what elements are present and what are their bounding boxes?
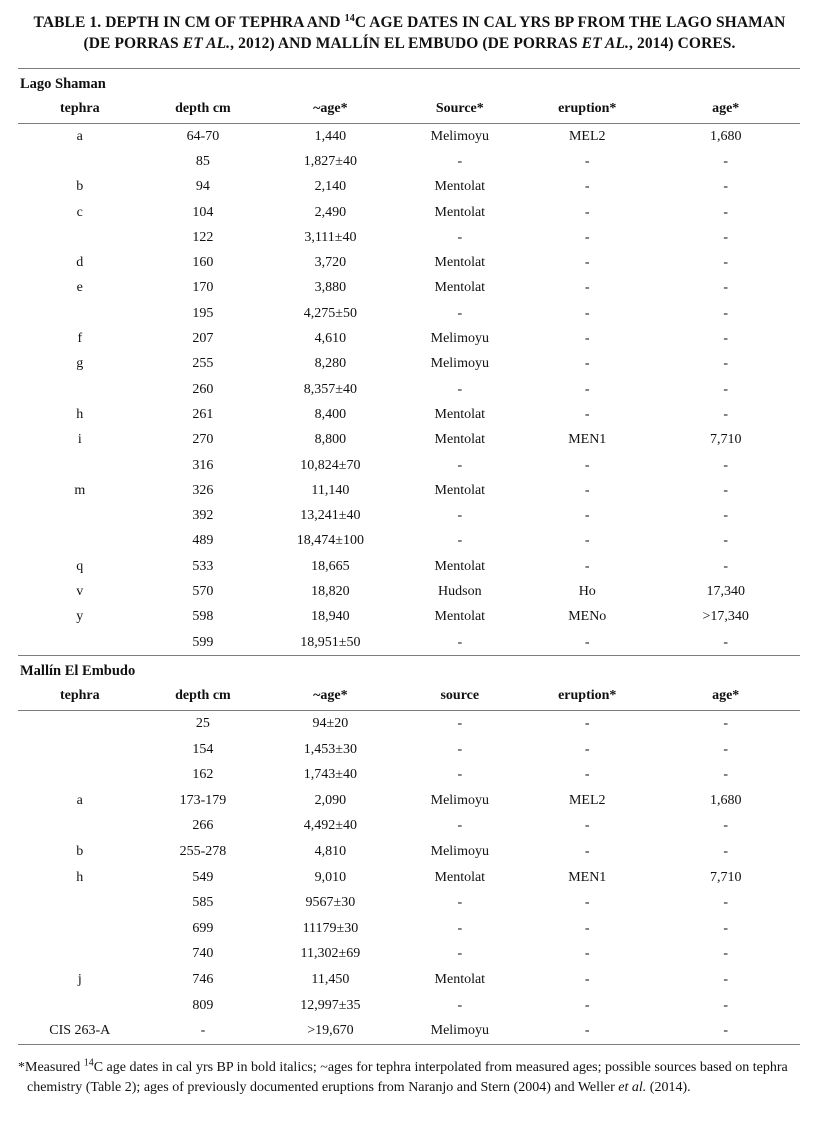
table-cell: -	[457, 305, 463, 321]
table-cell: -	[584, 179, 590, 195]
table-cell: 11,450	[311, 971, 350, 987]
table-cell: 266	[192, 818, 214, 834]
table-cell: -	[457, 381, 463, 397]
table-cell: -	[584, 558, 590, 574]
table-row	[18, 124, 800, 150]
table-cell: -	[457, 920, 463, 936]
table-cell: 8,400	[314, 406, 347, 422]
table-cell: -	[723, 482, 729, 498]
table-cell: 261	[192, 406, 214, 422]
table-cell: -	[723, 844, 729, 859]
table-cell: -	[457, 533, 463, 549]
table-cell: -	[584, 895, 590, 911]
table-cell: -	[584, 533, 590, 549]
table-cell: 18,474±100	[296, 533, 364, 549]
table-cell: -	[584, 971, 590, 987]
table-cell	[18, 225, 142, 250]
table-cell: 207	[192, 331, 214, 347]
table-cell: -	[723, 558, 729, 574]
table-cell: 94	[195, 179, 210, 195]
table-cell: -	[723, 920, 729, 936]
table-row	[18, 200, 800, 225]
table-cell: -	[457, 716, 463, 732]
table-cell: 2,140	[314, 179, 347, 195]
table-cell: 255	[192, 356, 214, 372]
table-cell: 1,827±40	[303, 153, 357, 169]
table-cell: 18,940	[311, 609, 350, 625]
table-cell: 3,880	[314, 280, 347, 296]
table-cell: Mentolat	[434, 558, 486, 574]
table-row	[18, 942, 800, 968]
table-cell: -	[723, 818, 729, 834]
table-cell: -	[723, 255, 729, 271]
table-cell: -	[457, 767, 463, 783]
table-cell: 17,340	[706, 583, 745, 599]
table-cell: 326	[192, 482, 214, 498]
table-cell: 8,800	[314, 432, 347, 448]
table-cell: -	[457, 229, 463, 245]
table-cell: 122	[192, 229, 214, 245]
table-cell: 549	[192, 869, 214, 885]
table-row	[18, 225, 800, 250]
lago-shaman-table-header	[18, 95, 800, 124]
table-row	[18, 788, 800, 814]
column-header: depth cm	[142, 682, 265, 711]
table-row	[18, 865, 800, 891]
table-cell	[18, 149, 142, 174]
table-cell: Mentolat	[434, 280, 486, 296]
table-row	[18, 814, 800, 840]
table-cell: 160	[192, 255, 214, 271]
table-cell: -	[584, 229, 590, 245]
table-cell: 7,710	[709, 432, 742, 448]
table-cell: 1,743±40	[303, 767, 357, 783]
table-cell: 1,440	[314, 128, 347, 144]
table-container	[18, 68, 800, 1045]
table-cell: -	[457, 741, 463, 757]
table-row	[18, 916, 800, 942]
column-header: eruption*	[523, 682, 651, 711]
table-cell: 4,275±50	[303, 305, 357, 321]
table-cell: -	[584, 997, 590, 1013]
table-cell: -	[723, 971, 729, 987]
table-row	[18, 453, 800, 478]
table-cell: 18,820	[311, 583, 350, 599]
table-row	[18, 149, 800, 174]
table-cell: 170	[192, 280, 214, 296]
table-cell: -	[723, 634, 729, 650]
table-cell: -	[723, 280, 729, 296]
table-cell: Hudson	[438, 583, 482, 599]
table-cell: 94±20	[312, 716, 349, 732]
column-header: source	[396, 682, 523, 711]
table-cell	[18, 529, 142, 554]
table-row	[18, 737, 800, 763]
column-header: ~age*	[264, 682, 396, 711]
table-cell: i	[77, 432, 82, 448]
table-cell: Mentolat	[434, 971, 486, 987]
table-cell: -	[584, 482, 590, 498]
table-cell: -	[723, 305, 729, 321]
table-cell: Mentolat	[434, 406, 486, 422]
table-cell: Mentolat	[434, 204, 486, 220]
table-cell: -	[457, 997, 463, 1013]
column-header: tephra	[18, 95, 142, 124]
table-cell	[18, 890, 142, 916]
table-cell: -	[584, 818, 590, 834]
table-cell: 599	[192, 634, 214, 650]
title-etal-2: ET AL.	[581, 35, 630, 52]
table-cell: 11,302±69	[300, 946, 361, 962]
table-cell: -	[457, 457, 463, 473]
table-row	[18, 276, 800, 301]
table-cell: 4,610	[314, 331, 347, 347]
table-cell: 162	[192, 767, 214, 783]
table-cell: Mentolat	[434, 482, 486, 498]
column-header: age*	[651, 682, 800, 711]
table-cell: -	[723, 508, 729, 524]
table-cell: -	[584, 767, 590, 783]
title-text-mid: C AGE DATES IN CAL YRS BP FROM THE LAGO SHAMAN (DE PORRAS	[83, 14, 786, 52]
table-row	[18, 301, 800, 326]
table-cell: 2,490	[314, 204, 347, 220]
table-cell: b	[76, 179, 84, 195]
table-cell: 1,680	[709, 792, 742, 808]
table-cell: 4,810	[314, 844, 347, 859]
table-cell: -	[584, 280, 590, 296]
table-cell: Mentolat	[434, 432, 486, 448]
table-cell: 13,241±40	[300, 508, 361, 524]
table-row	[18, 529, 800, 554]
column-header: eruption*	[523, 95, 651, 124]
table-cell: Mentolat	[434, 609, 486, 625]
table-cell: 489	[192, 533, 214, 549]
footnote-etal: et al.	[618, 1080, 647, 1096]
table-cell: -	[723, 179, 729, 195]
section-label-lago-shaman: Lago Shaman	[20, 76, 106, 92]
title-text-pre: TABLE 1. DEPTH IN CM OF TEPHRA AND	[33, 14, 345, 31]
table-cell: 4,492±40	[303, 818, 357, 834]
section-label-mallin-el-embudo: Mallín El Embudo	[20, 663, 136, 680]
table-cell: 25	[195, 716, 210, 732]
table-cell: -	[584, 1023, 590, 1039]
table-cell: 104	[192, 204, 214, 220]
table-row	[18, 890, 800, 916]
table-cell: MEL2	[568, 128, 606, 144]
table-cell: 8,280	[314, 356, 347, 372]
table-cell: -	[584, 331, 590, 347]
footnote-text-mid: C age dates in cal yrs BP in bold italics; ~ages for tephra interpolated from measured ages; possible sources based on tephra chemistry (Table 2); ages of previously documented eruptions from Naranjo and Stern (2004) and Weller	[27, 1059, 788, 1096]
table-cell: -	[584, 381, 590, 397]
table-cell: -	[723, 457, 729, 473]
table-cell: -	[723, 741, 729, 757]
table-row	[18, 1018, 800, 1044]
table-cell: 809	[192, 997, 214, 1013]
table-cell: -	[723, 229, 729, 245]
table-cell	[18, 301, 142, 326]
table-cell: -	[723, 356, 729, 372]
mallin-el-embudo-table-header	[18, 682, 800, 711]
table-cell: 10,824±70	[300, 457, 361, 473]
table-cell: -	[584, 255, 590, 271]
table-cell: a	[76, 792, 83, 808]
table-cell: d	[76, 255, 84, 271]
table-row	[18, 993, 800, 1019]
table-row	[18, 554, 800, 579]
table-cell: 18,665	[311, 558, 350, 574]
footnote-text-end: (2014).	[646, 1080, 691, 1096]
table-cell: 11,140	[311, 482, 350, 498]
table-row	[18, 503, 800, 528]
table-cell: 9567±30	[305, 895, 356, 911]
table-cell: 11179±30	[302, 920, 359, 936]
table-cell: 85	[195, 153, 210, 169]
table-cell: 1,680	[709, 128, 742, 144]
table-cell: Melimoyu	[430, 1023, 489, 1039]
table-cell	[18, 993, 142, 1019]
table-cell: 260	[192, 381, 214, 397]
table-cell: 255-278	[179, 844, 227, 859]
table-cell: 1,453±30	[303, 741, 357, 757]
table-cell	[18, 942, 142, 968]
table-cell: -	[723, 533, 729, 549]
table-row	[18, 175, 800, 200]
table-cell	[18, 916, 142, 942]
table-cell: -	[723, 716, 729, 732]
table-cell: 12,997±35	[300, 997, 361, 1013]
table-cell: 3,720	[314, 255, 347, 271]
table-cell	[18, 814, 142, 840]
lago-shaman-table	[18, 95, 800, 656]
table-cell: -	[584, 508, 590, 524]
table-cell: -	[584, 716, 590, 732]
column-header: age*	[651, 95, 800, 124]
table-row	[18, 428, 800, 453]
mallin-el-embudo-table-body	[18, 711, 800, 1045]
table-cell: Melimoyu	[430, 128, 489, 144]
table-row	[18, 839, 800, 865]
table-row	[18, 711, 800, 737]
title-etal-1: ET AL.	[182, 35, 231, 52]
table-cell: -	[723, 997, 729, 1013]
table-cell: 316	[192, 457, 214, 473]
table-cell: MEN1	[568, 432, 607, 448]
table-cell: 173-179	[179, 792, 227, 808]
table-cell: -	[584, 305, 590, 321]
table-cell: 598	[192, 609, 214, 625]
table-cell: -	[457, 634, 463, 650]
table-cell: Mentolat	[434, 179, 486, 195]
table-cell: 7,710	[709, 869, 742, 885]
table-cell: Mentolat	[434, 869, 486, 885]
table-cell: -	[200, 1023, 206, 1039]
table-cell: -	[723, 381, 729, 397]
table-cell: c	[76, 204, 83, 220]
table-cell: Mentolat	[434, 255, 486, 271]
table-cell: 154	[192, 741, 214, 757]
table-cell: CIS 263-A	[49, 1023, 111, 1039]
table-cell: -	[723, 331, 729, 347]
footnote-text-pre: *Measured	[18, 1059, 84, 1075]
table-cell: -	[584, 946, 590, 962]
header-row	[18, 682, 800, 711]
table-cell: f	[77, 331, 83, 347]
table-cell: 270	[192, 432, 214, 448]
table-cell: m	[74, 482, 86, 498]
table-cell: -	[457, 508, 463, 524]
table-cell: 392	[192, 508, 214, 524]
table-cell: MENo	[568, 609, 607, 625]
table-row	[18, 605, 800, 630]
table-row	[18, 402, 800, 427]
table-cell: g	[76, 356, 84, 372]
table-cell: -	[723, 153, 729, 169]
table-cell: q	[76, 558, 84, 574]
header-row	[18, 95, 800, 124]
table-cell: Melimoyu	[430, 356, 489, 372]
column-header: Source*	[396, 95, 523, 124]
table-cell: -	[723, 1023, 729, 1039]
table-cell: Melimoyu	[430, 331, 489, 347]
table-cell: -	[723, 406, 729, 422]
title-text-end: , 2014) CORES.	[629, 35, 736, 52]
table-cell	[18, 762, 142, 788]
table-cell: -	[723, 767, 729, 783]
column-header: ~age*	[264, 95, 396, 124]
table-cell: 740	[192, 946, 214, 962]
table-cell: -	[723, 946, 729, 962]
section-mallin-el-embudo	[18, 656, 800, 1045]
table-footnote	[18, 1057, 795, 1099]
table-row	[18, 579, 800, 604]
table-cell: MEN1	[568, 869, 607, 885]
table-cell	[18, 711, 142, 737]
table-cell: Ho	[578, 583, 596, 599]
table-cell: -	[584, 204, 590, 220]
table-cell: -	[584, 634, 590, 650]
table-row	[18, 630, 800, 656]
table-cell	[18, 377, 142, 402]
table-cell: 8,357±40	[303, 381, 357, 397]
table-cell: j	[77, 971, 82, 987]
column-header: depth cm	[142, 95, 265, 124]
table-cell: -	[457, 818, 463, 834]
table-cell	[18, 503, 142, 528]
table-cell: 2,090	[314, 792, 347, 808]
table-cell: y	[76, 609, 84, 625]
table-cell	[18, 737, 142, 763]
table-cell: -	[584, 406, 590, 422]
table-cell: 9,010	[314, 869, 347, 885]
table-cell: h	[76, 869, 84, 885]
table-cell: a	[76, 128, 83, 144]
section-lago-shaman	[18, 69, 800, 656]
table-cell: 570	[192, 583, 214, 599]
table-row	[18, 478, 800, 503]
table-cell: 585	[192, 895, 214, 911]
table-cell: -	[457, 895, 463, 911]
table-title	[30, 12, 789, 54]
table-row	[18, 250, 800, 275]
table-cell: -	[584, 457, 590, 473]
table-row	[18, 377, 800, 402]
mallin-el-embudo-table	[18, 682, 800, 1045]
table-cell: -	[584, 741, 590, 757]
table-cell: 746	[192, 971, 214, 987]
table-cell: >17,340	[702, 609, 749, 625]
column-header: tephra	[18, 682, 142, 711]
title-isotope-superscript: 14	[344, 12, 355, 24]
table-cell: -	[457, 946, 463, 962]
table-cell: 533	[192, 558, 214, 574]
table-cell: >19,670	[307, 1023, 354, 1039]
table-cell: -	[584, 920, 590, 936]
table-cell: Melimoyu	[430, 844, 489, 859]
table-cell: 18,951±50	[300, 634, 361, 650]
table-cell: -	[584, 153, 590, 169]
table-cell	[18, 453, 142, 478]
title-text-mid2: , 2012) AND MALLÍN EL EMBUDO (DE PORRAS	[230, 35, 582, 52]
table-cell: MEL2	[568, 792, 606, 808]
table-row	[18, 762, 800, 788]
table-cell: Melimoyu	[430, 792, 489, 808]
table-cell: -	[723, 204, 729, 220]
table-cell: 3,111±40	[304, 229, 357, 245]
table-cell	[18, 630, 142, 656]
table-cell: -	[457, 153, 463, 169]
table-cell: v	[76, 583, 84, 599]
table-cell: e	[76, 280, 83, 296]
table-cell: h	[76, 406, 84, 422]
table-cell: -	[584, 844, 590, 859]
table-cell: b	[76, 844, 84, 859]
table-row	[18, 326, 800, 351]
table-cell: -	[584, 356, 590, 372]
table-cell: -	[723, 895, 729, 911]
footnote-isotope-superscript: 14	[83, 1057, 94, 1069]
table-cell: 699	[192, 920, 214, 936]
table-cell: 64-70	[186, 128, 220, 144]
lago-shaman-table-body	[18, 124, 800, 656]
table-row	[18, 352, 800, 377]
table-cell: 195	[192, 305, 214, 321]
table-row	[18, 967, 800, 993]
